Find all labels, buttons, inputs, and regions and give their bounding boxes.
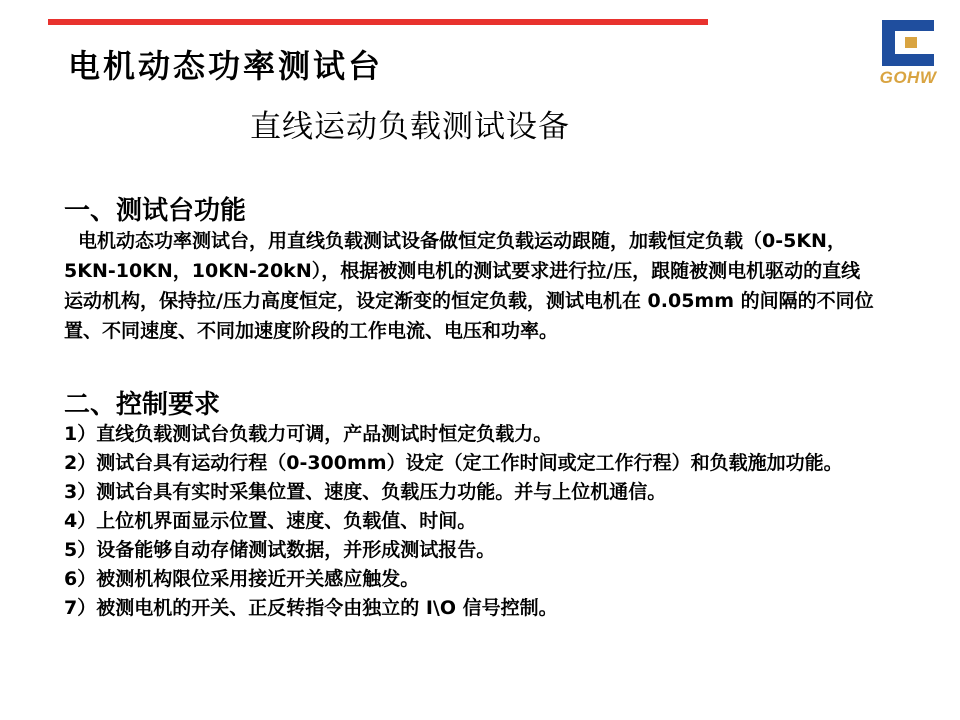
section-heading-function: 一、测试台功能 bbox=[64, 196, 247, 226]
slide-title: 电机动态功率测试台 bbox=[68, 47, 384, 85]
control-requirements-list bbox=[64, 420, 884, 623]
list-item: 2）测试台具有运动行程（0-300mm）设定（定工作时间或定工作行程）和负载施加功能。 bbox=[64, 452, 843, 474]
slide-content bbox=[64, 196, 904, 623]
section-spacer bbox=[64, 346, 904, 390]
list-item: 1）直线负载测试台负载力可调，产品测试时恒定负载力。 bbox=[64, 423, 553, 445]
list-item: 4）上位机界面显示位置、速度、负载值、时间。 bbox=[64, 510, 477, 532]
list-item: 6）被测机构限位采用接近开关感应触发。 bbox=[64, 568, 420, 590]
gohw-logo bbox=[866, 18, 950, 92]
function-description: 电机动态功率测试台，用直线负载测试设备做恒定负载运动跟随，加载恒定负载（0-5KN，5KN-10KN，10KN-20kN），根据被测电机的测试要求进行拉/压，跟随被测电机驱动的直线运动机构，保持拉/压力高度恒定，设定渐变的恒定负载，测试电机在 0.05mm 的间隔的不同位置、不同速度、不同加速度阶段的工作电流、电压和功率。 bbox=[64, 230, 874, 342]
slide-subtitle: 直线运动负载测试设备 bbox=[250, 109, 570, 145]
list-item: 5）设备能够自动存储测试数据，并形成测试报告。 bbox=[64, 539, 496, 561]
list-item: 3）测试台具有实时采集位置、速度、负载压力功能。并与上位机通信。 bbox=[64, 481, 667, 503]
gohw-logo-mark bbox=[882, 18, 934, 68]
logo-text: GOHW bbox=[879, 68, 937, 87]
section-heading-control: 二、控制要求 bbox=[64, 390, 221, 420]
top-accent-line bbox=[48, 19, 708, 25]
list-item: 7）被测电机的开关、正反转指令由独立的 I\O 信号控制。 bbox=[64, 597, 558, 619]
